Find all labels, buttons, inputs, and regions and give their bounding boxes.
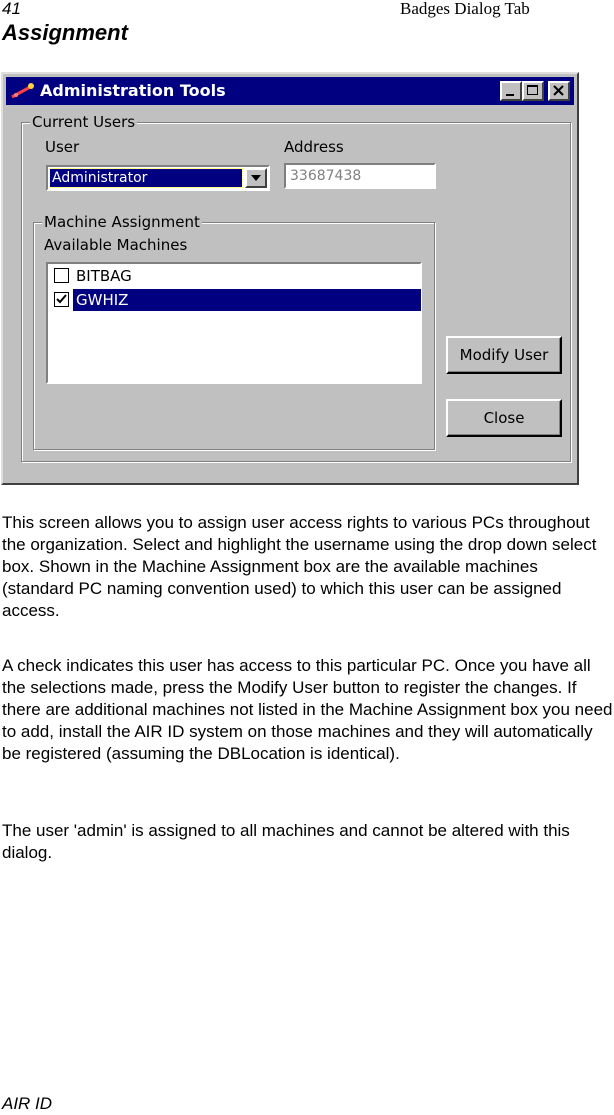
machine-checkbox-bitbag[interactable] — [54, 268, 69, 283]
user-select-dropdown-button[interactable] — [245, 168, 267, 188]
user-select[interactable] — [46, 165, 270, 191]
page-number: 41 — [2, 0, 21, 18]
dialog-title: Administration Tools — [40, 81, 226, 100]
machine-item-gwhiz[interactable] — [52, 289, 418, 311]
address-field[interactable]: 33687438 — [284, 163, 436, 189]
app-icon — [10, 82, 36, 100]
close-icon — [552, 84, 566, 98]
machine-assignment-legend: Machine Assignment — [44, 213, 200, 231]
dialog-titlebar[interactable] — [6, 77, 574, 105]
paragraph-check: A check indicates this user has access to this particular PC. Once you have all the selections made, press the Modify User button to register the changes. If there are additional machines not listed in the Machine Assignment box you need to add, install the AIR ID system on those machines and they will automatically be registered (assuming the DBLocation is identical). — [2, 656, 613, 763]
footer-product: AIR ID — [2, 1094, 53, 1113]
paragraph-intro: This screen allows you to assign user access rights to various PCs throughout the organization. Select and highlight the username using the drop down select box. Shown in the Machine Assignment box are the available machines (standard PC naming convention used) to which this user can be assigned access. — [2, 513, 597, 620]
available-machines-list[interactable] — [46, 262, 422, 384]
checkmark-icon — [56, 294, 67, 305]
minimize-icon — [504, 84, 518, 98]
machine-name: BITBAG — [76, 267, 132, 285]
minimize-button[interactable] — [500, 81, 522, 101]
section-title: Assignment — [2, 20, 128, 45]
available-machines-label: Available Machines — [44, 236, 188, 254]
close-window-button[interactable] — [548, 81, 570, 101]
machine-item-bitbag[interactable] — [52, 265, 418, 287]
maximize-icon — [526, 84, 540, 98]
current-users-legend: Current Users — [32, 113, 136, 131]
running-header: Badges Dialog Tab — [400, 0, 530, 18]
paragraph-admin: The user 'admin' is assigned to all machines and cannot be altered with this dialog. — [2, 821, 570, 862]
administration-tools-dialog — [1, 72, 579, 485]
modify-user-button[interactable]: Modify User — [446, 336, 562, 374]
dropdown-arrow-icon — [251, 175, 262, 182]
address-label: Address — [284, 138, 344, 156]
machine-checkbox-gwhiz[interactable] — [54, 292, 69, 307]
maximize-button[interactable] — [522, 81, 544, 101]
user-select-value: Administrator — [50, 169, 242, 187]
close-button[interactable]: Close — [446, 399, 562, 437]
user-label: User — [45, 138, 80, 156]
machine-name: GWHIZ — [73, 289, 421, 311]
